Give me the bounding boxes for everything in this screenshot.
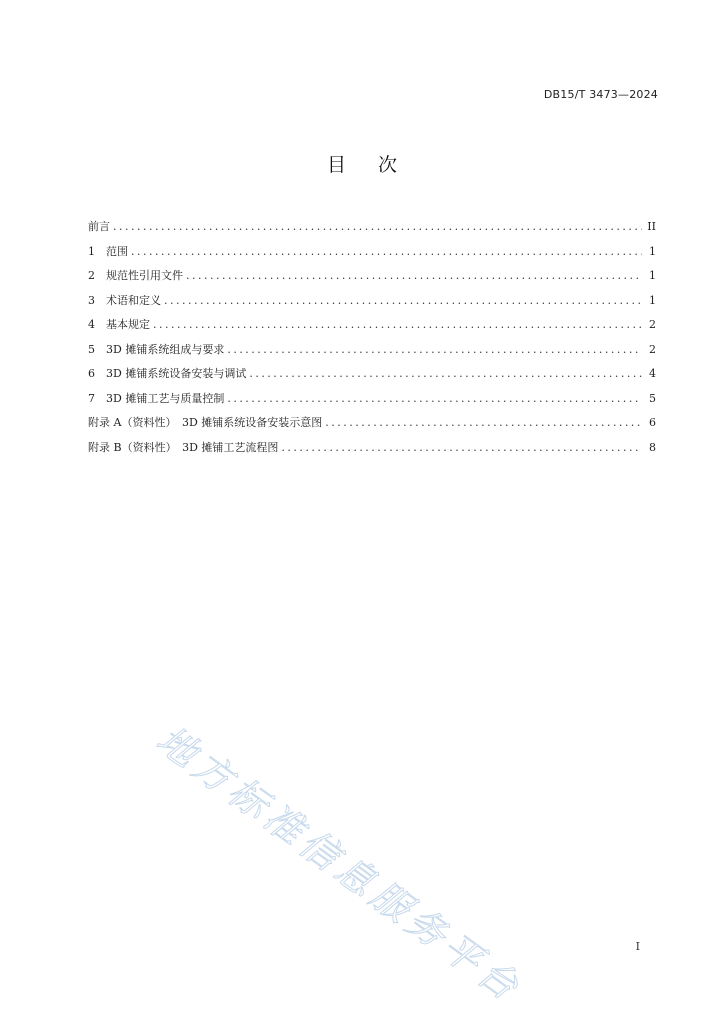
toc-leader-dots: [227, 392, 642, 405]
toc-entry-terms-definitions[interactable]: [88, 292, 656, 317]
toc-entry-label: 前言: [88, 220, 110, 233]
toc-leader-dots: [113, 220, 642, 233]
toc-leader-dots: [153, 318, 642, 331]
toc-title-char-2: 次: [378, 154, 398, 176]
toc-entry-page: 1: [649, 269, 656, 282]
toc-entry-label: 术语和定义: [106, 293, 161, 307]
toc-entry-scope[interactable]: [88, 243, 656, 268]
toc-entry-number: 2: [88, 269, 95, 282]
table-of-contents: [88, 218, 656, 463]
page-number: I: [635, 940, 640, 953]
toc-entry-process-quality[interactable]: [88, 390, 656, 415]
toc-entry-number: 6: [88, 367, 95, 380]
toc-entry-number: 4: [88, 318, 95, 331]
toc-entry-number: 5: [88, 342, 95, 356]
toc-entry-number: 3: [88, 293, 95, 307]
toc-entry-page: 8: [649, 440, 656, 454]
toc-entry-label: 基本规定: [106, 318, 150, 331]
toc-entry-label: 规范性引用文件: [106, 269, 183, 282]
toc-entry-page: 2: [649, 318, 656, 331]
toc-entry-page: 1: [649, 293, 656, 307]
toc-leader-dots: [227, 343, 642, 356]
toc-leader-dots: [164, 294, 642, 307]
toc-entry-label: 附录 A（资料性） 3D 摊铺系统设备安装示意图: [88, 416, 323, 429]
toc-leader-dots: [186, 269, 642, 282]
toc-entry-page: 6: [649, 416, 656, 429]
toc-entry-label: 3D 摊铺系统组成与要求: [106, 342, 225, 356]
toc-entry-label: 范围: [106, 244, 128, 258]
toc-entry-page: 4: [649, 367, 656, 380]
toc-entry-label: 3D 摊铺系统设备安装与调试: [106, 367, 247, 380]
toc-entry-label: 附录 B（资料性） 3D 摊铺工艺流程图: [88, 440, 279, 454]
toc-entry-basic-provisions[interactable]: [88, 316, 656, 341]
toc-entry-normative-references[interactable]: [88, 267, 656, 292]
toc-entry-label: 3D 摊铺工艺与质量控制: [106, 391, 225, 405]
toc-entry-appendix-a[interactable]: [88, 414, 656, 439]
toc-leader-dots: [249, 367, 642, 380]
toc-entry-page: 2: [649, 342, 656, 356]
toc-entry-system-composition[interactable]: [88, 341, 656, 366]
toc-entry-page: 1: [649, 244, 656, 258]
watermark-text: 地方标准信息服务平台: [148, 717, 531, 1012]
toc-leader-dots: [281, 441, 642, 454]
toc-entry-number: 1: [88, 244, 95, 258]
toc-entry-installation-debugging[interactable]: [88, 365, 656, 390]
toc-title-char-1: 目: [326, 154, 346, 176]
toc-leader-dots: [131, 245, 642, 258]
toc-entry-foreword[interactable]: [88, 218, 656, 243]
toc-title: [0, 150, 724, 177]
toc-entry-appendix-b[interactable]: [88, 439, 656, 464]
document-code: DB15/T 3473—2024: [543, 88, 658, 101]
toc-entry-page: II: [647, 220, 656, 233]
toc-leader-dots: [325, 416, 642, 429]
toc-entry-page: 5: [649, 391, 656, 405]
toc-entry-number: 7: [88, 391, 95, 405]
